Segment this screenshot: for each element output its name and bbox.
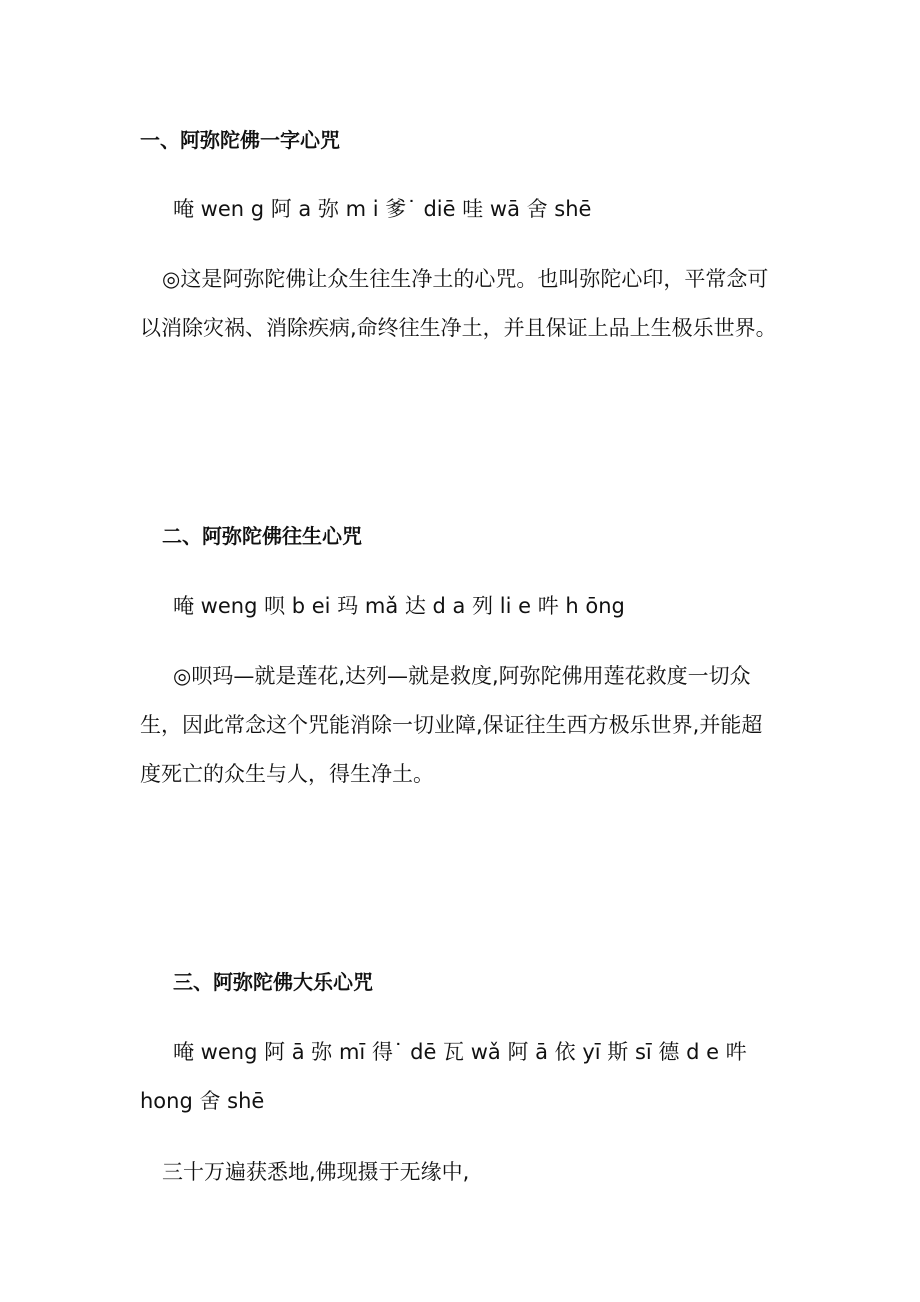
section-2-desc-line-2: 生，因此常念这个咒能消除一切业障,保证往生西方极乐世界,并能超 (140, 713, 763, 737)
section-3-desc-line-1: 三十万遍获悉地,佛现摄于无缘中, (162, 1160, 470, 1184)
section-3-mantra-line-1: 唵 weng 阿 ā 弥 mī 得˙ dē 瓦 wǎ 阿 ā 依 yī 斯 sī 德 d e 吽 (173, 1040, 747, 1064)
section-3-mantra-line-2: hong 舍 shē (140, 1089, 265, 1113)
section-2-heading: 二、阿弥陀佛往生心咒 (162, 524, 362, 548)
section-1-heading: 一、阿弥陀佛一字心咒 (140, 128, 340, 152)
section-3-heading: 三、阿弥陀佛大乐心咒 (173, 970, 373, 994)
section-2-mantra-line-1: 唵 weng 呗 b ei 玛 mǎ 达 d a 列 li e 吽 h ōng (173, 594, 625, 618)
section-1-mantra-line-1: 唵 wen g 阿 a 弥 m i 爹˙ diē 哇 wā 舍 shē (173, 197, 592, 221)
section-1-desc-line-1: ◎这是阿弥陀佛让众生往生净土的心咒。也叫弥陀心印，平常念可 (162, 267, 769, 291)
section-1-desc-line-2: 以消除灾祸、消除疾病,命终往生净土，并且保证上品上生极乐世界。 (140, 316, 777, 340)
section-2-desc-line-3: 度死亡的众生与人，得生净土。 (140, 762, 434, 786)
section-2-desc-line-1: ◎呗玛—就是莲花,达列—就是救度,阿弥陀佛用莲花救度一切众 (173, 664, 751, 688)
